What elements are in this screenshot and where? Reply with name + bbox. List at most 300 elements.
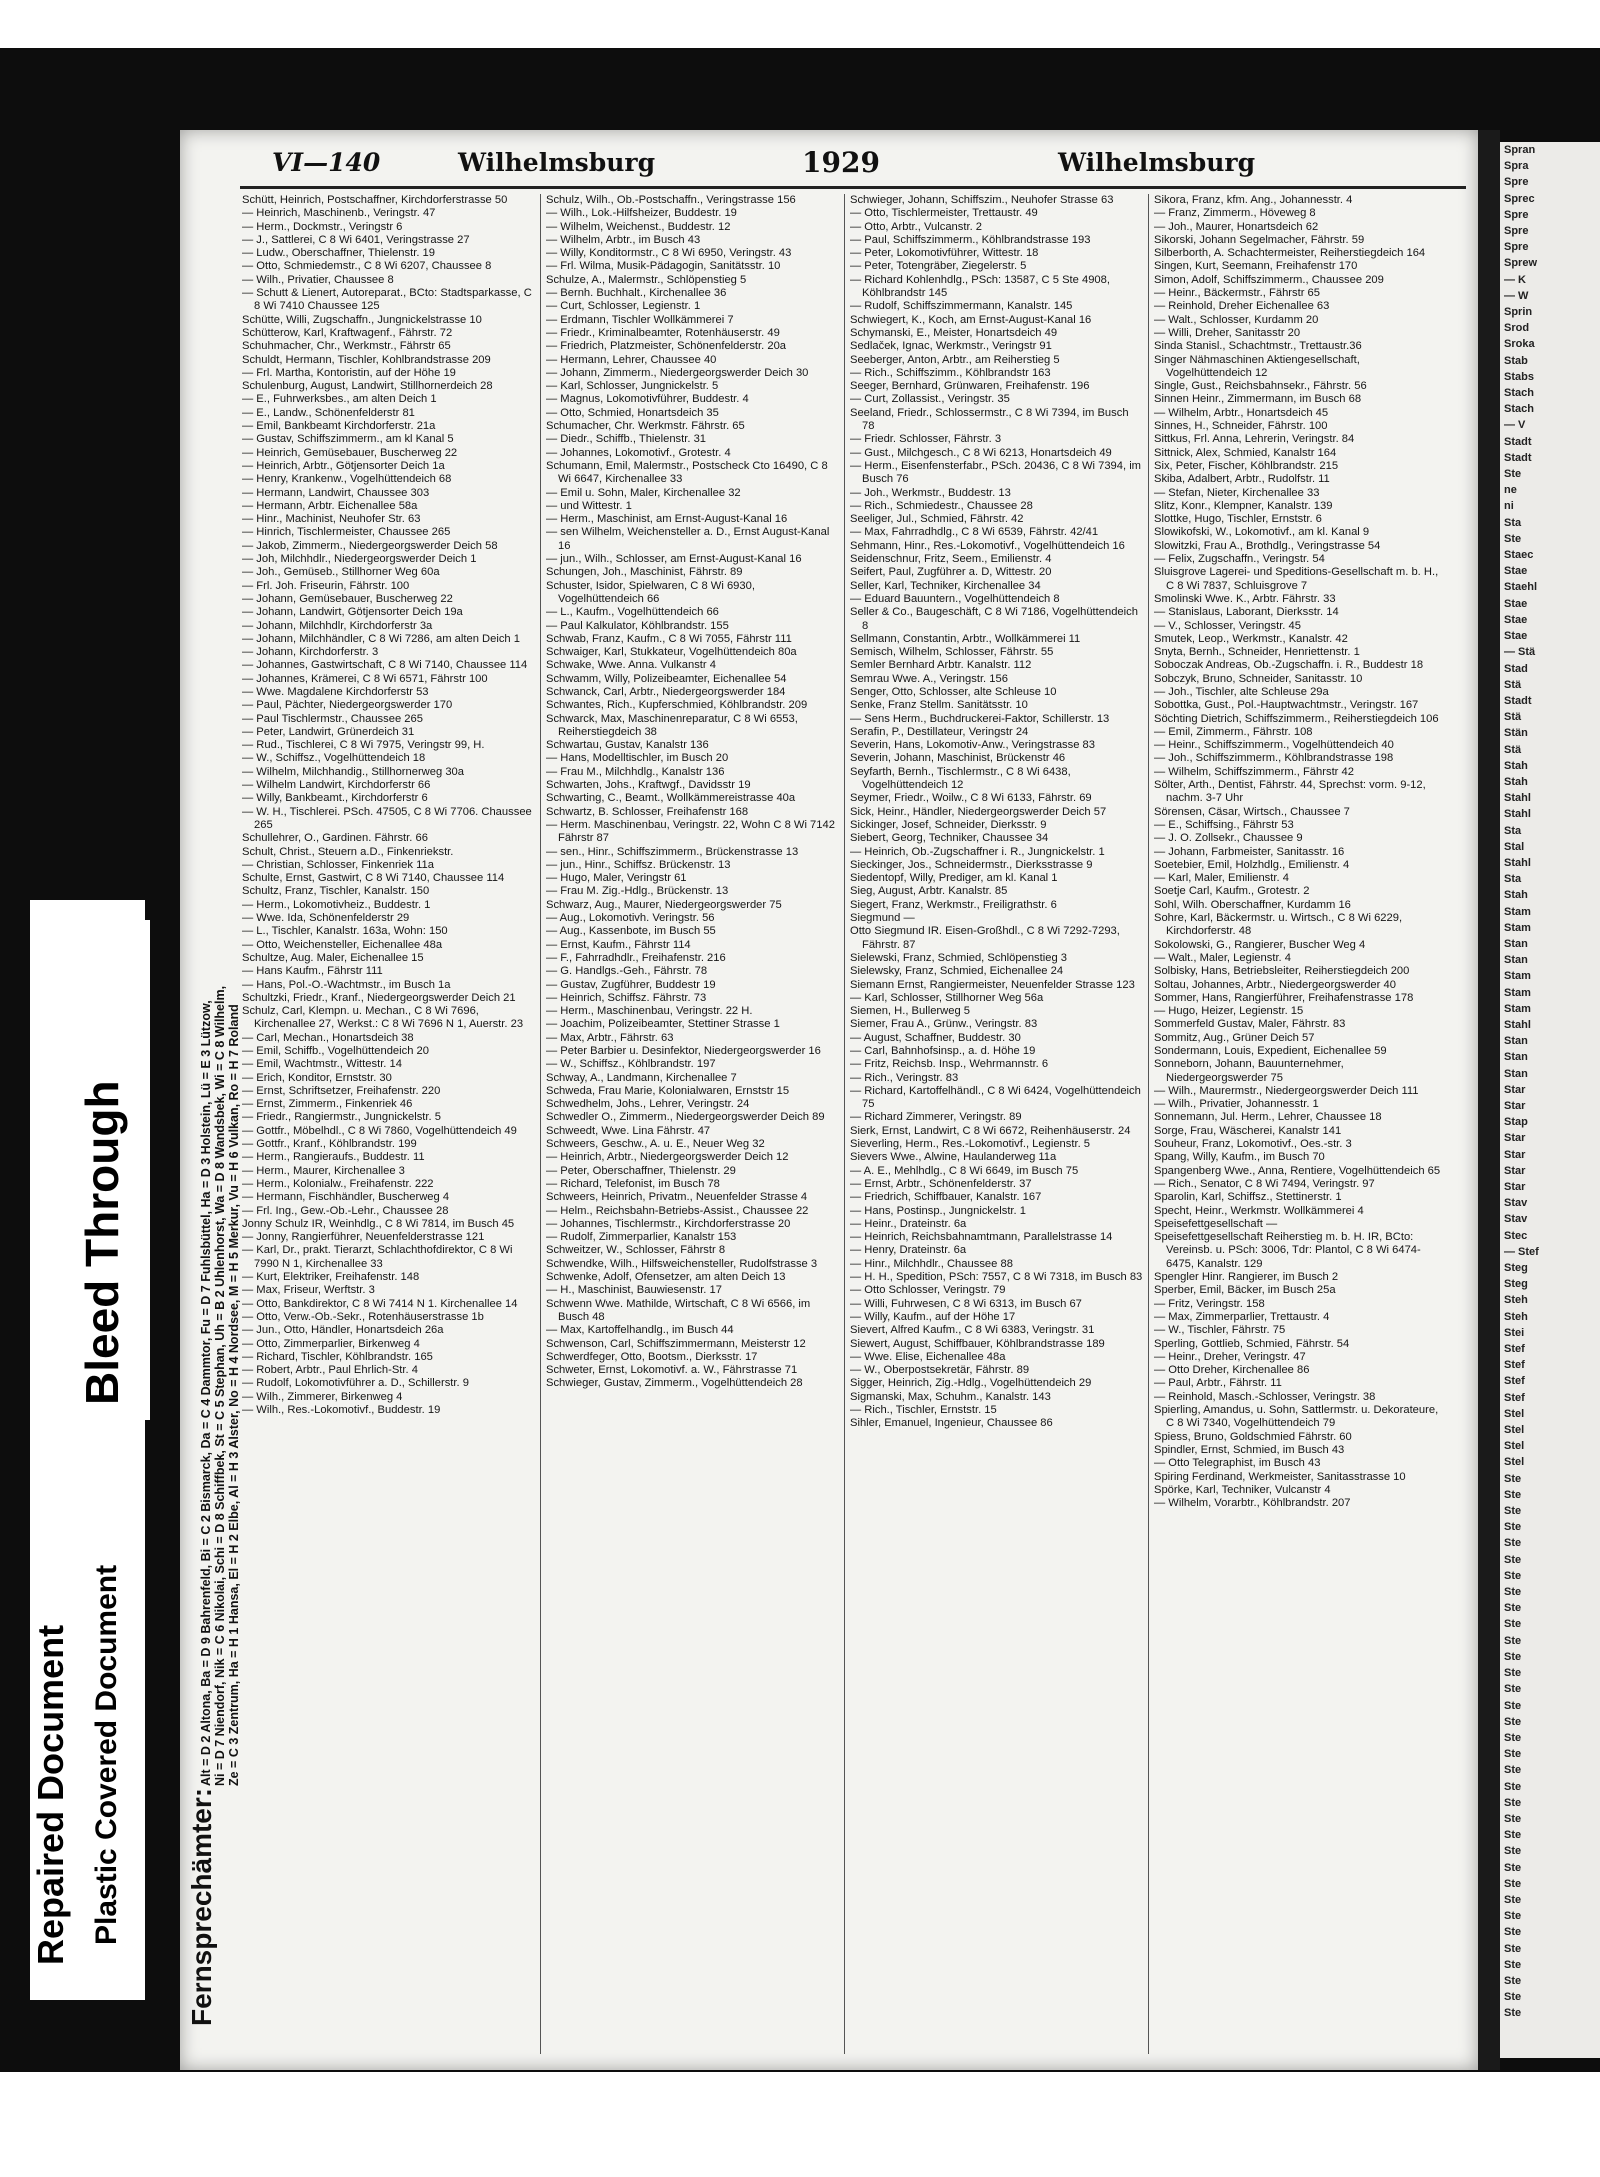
- page-header: [180, 130, 1478, 190]
- directory-entry: Sedlaček, Ignac, Werkmstr., Veringstr 91: [850, 340, 1052, 353]
- directory-entry: — Karl, Schlosser, Stillhorner Weg 56a: [850, 991, 1044, 1004]
- directory-entry: Spiring Ferdinand, Werkmeister, Sanitasstrasse 10: [1154, 1470, 1406, 1483]
- directory-entry: Siemer, Frau A., Grünw., Veringstr. 83: [850, 1018, 1038, 1031]
- directory-entry: — Emil, Zimmerm., Fährstr. 108: [1154, 725, 1313, 738]
- directory-entry: — Herm., Maschinenbau, Veringstr. 22 H.: [546, 1005, 753, 1018]
- directory-entry: Sellmann, Constantin, Arbtr., Wollkämmerei 11: [850, 632, 1081, 645]
- directory-entry: — Rich., Senator, C 8 Wi 7494, Veringstr. 97: [1154, 1177, 1375, 1190]
- adjacent-page-fragment: Stadt: [1504, 694, 1532, 707]
- directory-entry: — Wilh., Maurermstr., Niedergeorgswerder Deich 111: [1154, 1084, 1419, 1097]
- directory-entry: — Aug., Kassenbote, im Busch 55: [546, 925, 716, 938]
- directory-entry: — Rudolf, Lokomotivführer a. D., Schillerstr. 9: [242, 1377, 469, 1390]
- directory-entry: Soetebier, Emil, Holzhdlg., Emilienstr. 4: [1154, 858, 1350, 871]
- directory-entry: — H., Maschinist, Bauwiesenstr. 17: [546, 1284, 722, 1297]
- adjacent-page-fragment: Sprec: [1504, 192, 1535, 205]
- directory-entry: Schwarck, Max, Maschinenreparatur, C 8 Wi 6553, Reiherstiegdeich 38: [546, 712, 798, 738]
- directory-entry: — Curt, Zollassist., Veringstr. 35: [850, 393, 1010, 406]
- directory-entry: Schwartau, Gustav, Kanalstr 136: [546, 739, 709, 752]
- adjacent-page-fragment: Stae: [1504, 565, 1528, 578]
- adjacent-page-fragment: Ste: [1504, 1926, 1522, 1939]
- directory-entry: — Curt, Schlosser, Legienstr. 1: [546, 300, 701, 313]
- adjacent-page-fragment: Star: [1504, 1164, 1526, 1177]
- directory-entry: — Peter Barbier u. Desinfektor, Niedergeorgswerder 16: [546, 1045, 821, 1057]
- exchange-line-1: Alt = D 2 Altona, Ba = D 9 Bahrenfeld, Bi = C 2 Bismarck, Da = C 4 Dammtor, Fu = D 7 Fuhlsbüttel, Ha = D 3 Holstein, Lü = E 3 Lützow,: [199, 1000, 213, 1786]
- directory-entry: Sieckinger, Jos., Schneidermstr., Dierksstrasse 9: [850, 858, 1093, 871]
- directory-entry: Souheur, Franz, Lokomotivf., Oes.-str. 3: [1154, 1138, 1352, 1151]
- directory-entry: Singer Nähmaschinen Aktiengesellschaft, Vogelhüttendeich 12: [1154, 353, 1360, 379]
- directory-entry: — Diedr., Schiffb., Thielenstr. 31: [546, 433, 707, 446]
- directory-entry: — Wilh., Res.-Lokomotivf., Buddestr. 19: [242, 1404, 441, 1417]
- directory-entry: — Fritz, Reichsb. Insp., Wehrmannstr. 6: [850, 1058, 1049, 1071]
- town-heading-left: Wilhelmsburg: [458, 148, 656, 177]
- adjacent-page-edge: [1500, 142, 1600, 2058]
- directory-entry: Speisefettgesellschaft Reiherstieg m. b. H. IR, BCto: Vereinsb. u. PSch: 3006, Tdr: Plantol, C 8 Wi 6474-6475, Kanalstr. 129: [1154, 1231, 1421, 1270]
- directory-entry: — Emil u. Sohn, Maler, Kirchenallee 32: [546, 486, 741, 499]
- directory-entry: — Ernst, Zimmerm., Finkenriek 46: [242, 1098, 413, 1111]
- directory-entry: Schultz, Franz, Tischler, Kanalstr. 150: [242, 885, 430, 898]
- directory-entry: — Richard, Telefonist, im Busch 78: [546, 1177, 720, 1190]
- directory-entry: Otto Siegmund IR. Eisen-Großhdl., C 8 Wi 7292-7293, Fährstr. 87: [850, 925, 1120, 951]
- directory-entry: — Hermann, Fischhändler, Buscherweg 4: [242, 1191, 450, 1204]
- directory-entry: Seeliger, Jul., Schmied, Fährstr. 42: [850, 513, 1024, 526]
- directory-entry: — Eduard Bauuntern., Vogelhüttendeich 8: [850, 592, 1060, 605]
- directory-entry: Sobottka, Gust., Pol.-Hauptwachtmstr., Veringstr. 167: [1154, 699, 1419, 712]
- directory-entry: Sinnes, H., Schneider, Fährstr. 100: [1154, 420, 1328, 433]
- adjacent-page-fragment: Stan: [1504, 1051, 1528, 1064]
- adjacent-page-fragment: Stä: [1504, 678, 1522, 691]
- directory-entry: Schwab, Franz, Kaufm., C 8 Wi 7055, Fährstr 111: [546, 632, 792, 645]
- directory-entry: Schwiegert, K., Koch, am Ernst-August-Kanal 16: [850, 313, 1092, 326]
- adjacent-page-fragment: Ste: [1504, 1893, 1522, 1906]
- adjacent-page-fragment: Steh: [1504, 1310, 1528, 1323]
- directory-entry: — Wilhelm, Arbtr., im Busch 43: [546, 233, 701, 246]
- directory-entry: Solbisky, Hans, Betriebsleiter, Reiherstiegdeich 200: [1154, 965, 1410, 978]
- directory-entry: — L., Kaufm., Vogelhüttendeich 66: [546, 606, 719, 619]
- directory-entry: — Wilh., Zimmerer, Birkenweg 4: [242, 1390, 403, 1403]
- directory-entry: Sobczyk, Bruno, Schneider, Sanitasstr. 10: [1154, 672, 1363, 685]
- directory-entry: Schwake, Wwe. Anna. Vulkanstr 4: [546, 659, 716, 672]
- adjacent-page-fragment: Stav: [1504, 1213, 1528, 1226]
- directory-entry: — Karl, Dr., prakt. Tierarzt, Schlachthofdirektor, C 8 Wi 7990 N 1, Kirchenallee 33: [242, 1244, 513, 1270]
- adjacent-page-fragment: Ste: [1504, 1748, 1522, 1761]
- adjacent-page-fragment: Ste: [1504, 1764, 1522, 1777]
- directory-entry: — Herm., Maurer, Kirchenallee 3: [242, 1164, 405, 1177]
- directory-entry: Smolinski Wwe. K., Arbtr. Fährstr. 33: [1154, 592, 1336, 605]
- directory-entry: Sommitz, Aug., Grüner Deich 57: [1154, 1031, 1315, 1044]
- adjacent-page-fragment: Sta: [1504, 873, 1522, 886]
- adjacent-page-fragment: Ste: [1504, 1910, 1522, 1923]
- directory-entry: Schwartz, B. Schlosser, Freihafenstr 168: [546, 805, 749, 818]
- directory-entry: — Henry, Drateinstr. 6a: [850, 1244, 967, 1257]
- directory-entry: — Hinr., Milchhdlr., Chaussee 88: [850, 1257, 1013, 1270]
- directory-entry: Six, Peter, Fischer, Köhlbrandstr. 215: [1154, 459, 1339, 472]
- directory-entry: — Richard Zimmerer, Veringstr. 89: [850, 1111, 1022, 1124]
- adjacent-page-fragment: — Stef: [1504, 1245, 1539, 1258]
- directory-entry: Siemen, H., Bullerweg 5: [850, 1005, 971, 1018]
- directory-entry: Schwaiger, Karl, Stukkateur, Vogelhüttendeich 80a: [546, 646, 797, 659]
- adjacent-page-fragment: Stahl: [1504, 808, 1531, 821]
- adjacent-page-fragment: Stach: [1504, 387, 1534, 400]
- adjacent-page-fragment: Ste: [1504, 1877, 1522, 1890]
- directory-entry: Senke, Franz Stellm. Sanitätsstr. 10: [850, 699, 1028, 712]
- directory-entry: — Ludw., Oberschaffner, Thielenstr. 19: [242, 247, 435, 260]
- adjacent-page-fragment: Stä: [1504, 711, 1522, 724]
- directory-entry: — Gustav, Zugführer, Buddestr 19: [546, 978, 716, 991]
- directory-entry: Sickinger, Josef, Schneider, Dierksstr. 9: [850, 818, 1047, 831]
- directory-entry: — Emil, Bankbeamt Kirchdorferstr. 21a: [242, 420, 436, 433]
- directory-entry: — August, Schaffner, Buddestr. 30: [850, 1031, 1021, 1044]
- directory-entry: — Heinr., Drateinstr. 6a: [850, 1217, 967, 1230]
- adjacent-page-fragment: Spre: [1504, 208, 1529, 221]
- adjacent-page-fragment: Stef: [1504, 1391, 1525, 1404]
- directory-entry: — Heinrich, Reichsbahnamtmann, Parallelstrasse 14: [850, 1231, 1113, 1244]
- directory-entry: Sikora, Franz, kfm. Ang., Johannesstr. 4: [1154, 194, 1353, 206]
- directory-entry: — Wilhelm, Vorarbtr., Köhlbrandstr. 207: [1154, 1497, 1351, 1510]
- directory-entry: — J. O. Zollsekr., Chaussee 9: [1154, 832, 1303, 845]
- directory-entry: — Friedrich, Schiffbauer, Kanalstr. 167: [850, 1191, 1042, 1204]
- directory-entry: — Joh., Tischler, alte Schleuse 29a: [1154, 685, 1329, 698]
- directory-entry: — sen., Hinr., Schiffszimmerm., Brückenstrasse 13: [546, 845, 799, 858]
- plastic-covered-label: Plastic Covered Document: [90, 1564, 123, 1945]
- directory-entry: Schwantes, Rich., Kupferschmied, Köhlbrandstr. 209: [546, 699, 808, 712]
- directory-entry: — Friedr. Schlosser, Fährstr. 3: [850, 433, 1002, 446]
- adjacent-page-fragment: Stan: [1504, 1067, 1528, 1080]
- directory-entry: — Otto, Schmiedemstr., C 8 Wi 6207, Chaussee 8: [242, 260, 492, 273]
- adjacent-page-fragment: Ste: [1504, 1537, 1522, 1550]
- adjacent-page-fragment: Stap: [1504, 1116, 1528, 1129]
- directory-entry: Speisefettgesellschaft —: [1154, 1217, 1278, 1230]
- directory-entry: — Heinrich, Ob.-Zugschaffner i. R., Jungnickelstr. 1: [850, 845, 1105, 858]
- directory-entry: Schumacher, Chr. Werkmstr. Fährstr. 65: [546, 420, 745, 433]
- directory-entry: — und Wittestr. 1: [546, 499, 632, 512]
- directory-entry: Schwendke, Wilh., Hilfsweichensteller, Rudolfstrasse 3: [546, 1257, 818, 1270]
- directory-entry: Sommerfeld Gustav, Maler, Fährstr. 83: [1154, 1018, 1346, 1031]
- adjacent-page-fragment: Ste: [1504, 1731, 1522, 1744]
- adjacent-page-fragment: Stel: [1504, 1440, 1525, 1453]
- directory-entry: — Erdmann, Tischler Wollkämmerei 7: [546, 313, 734, 326]
- directory-entry: — Rud., Tischlerei, C 8 Wi 7975, Veringstr 99, H.: [242, 739, 485, 752]
- directory-entry: — Johann, Landwirt, Götjensorter Deich 19a: [242, 606, 463, 619]
- adjacent-page-fragment: Ste: [1504, 2007, 1522, 2020]
- directory-entry: — Paul Kalkulator, Köhlbrandstr. 155: [546, 619, 729, 632]
- directory-entry: Sihler, Emanuel, Ingenieur, Chaussee 86: [850, 1417, 1053, 1430]
- directory-entry: — Gust., Milchgesch., C 8 Wi 6213, Honartsdeich 49: [850, 446, 1112, 459]
- directory-entry: — Walt., Maler, Legienstr. 4: [1154, 951, 1291, 964]
- adjacent-page-fragment: Spre: [1504, 241, 1529, 254]
- directory-entry: — Wilh., Privatier, Johannesstr. 1: [1154, 1098, 1319, 1111]
- directory-entry: Schweda, Frau Marie, Kolonialwaren, Ernststr 15: [546, 1084, 790, 1097]
- directory-entry: — Peter, Lokomotivführer, Wittestr. 18: [850, 247, 1039, 260]
- adjacent-page-fragment: Ste: [1504, 1667, 1522, 1680]
- exchange-title: Fernsprechämter:: [186, 1787, 217, 2026]
- directory-entry: — L., Tischler, Kanalstr. 163a, Wohn: 150: [242, 925, 448, 938]
- directory-entry: — Rich., Veringstr. 83: [850, 1071, 959, 1084]
- adjacent-page-fragment: Stah: [1504, 759, 1528, 772]
- town-heading-right: Wilhelmsburg: [1058, 148, 1256, 177]
- directory-entry: Sittkus, Frl. Anna, Lehrerin, Veringstr. 84: [1154, 433, 1355, 446]
- directory-entry: Specht, Heinr., Werkmstr. Wollkämmerei 4: [1154, 1204, 1364, 1217]
- directory-entry: Schulz, Carl, Klempn. u. Mechan., C 8 Wi 7696, Kirchenallee 27, Werkst.: C 8 Wi 7696 N 1, Auerstr. 23: [242, 1005, 524, 1031]
- adjacent-page-fragment: Stae: [1504, 597, 1528, 610]
- directory-entry: — Gustav, Schiffszimmerm., am kl Kanal 5: [242, 433, 454, 446]
- directory-entry: Sigmanski, Max, Schuhm., Kanalstr. 143: [850, 1390, 1051, 1403]
- adjacent-page-fragment: Staec: [1504, 549, 1534, 562]
- directory-entry: Schway, A., Landmann, Kirchenallee 7: [546, 1071, 737, 1084]
- directory-entry: Schweers, Geschw., A. u. E., Neuer Weg 32: [546, 1138, 765, 1151]
- directory-entry: — Ernst, Kaufm., Fährstr 114: [546, 938, 691, 951]
- adjacent-page-fragment: Stam: [1504, 986, 1531, 999]
- adjacent-page-fragment: Stam: [1504, 1002, 1531, 1015]
- directory-entry: — G. Handlgs.-Geh., Fährstr. 78: [546, 965, 708, 978]
- adjacent-page-fragment: Stec: [1504, 1229, 1528, 1242]
- directory-entry: — Johannes, Krämerei, C 8 Wi 6571, Fährstr 100: [242, 672, 488, 685]
- adjacent-page-fragment: Ste: [1504, 1812, 1522, 1825]
- directory-entry: — Gottfr., Möbelhdl., C 8 Wi 7860, Vogelhüttendeich 49: [242, 1124, 517, 1137]
- directory-entry: — Wilhelm, Schiffszimmerm., Fährstr 42: [1154, 765, 1354, 778]
- listing-column-3: [850, 194, 1144, 1431]
- directory-entry: Sittnick, Alex, Schmied, Kanalstr 164: [1154, 446, 1337, 459]
- directory-entry: Sondermann, Louis, Expedient, Eichenallee 59: [1154, 1045, 1387, 1057]
- bottom-white-band: [0, 2072, 1600, 2177]
- adjacent-page-fragment: Ste: [1504, 1569, 1522, 1582]
- directory-entry: Schweedt, Wwe. Lina Fährstr. 47: [546, 1124, 711, 1137]
- directory-entry: — Heinr., Schiffszimmerm., Vogelhüttendeich 40: [1154, 739, 1394, 752]
- directory-entry: Siebert, Georg, Techniker, Chaussee 34: [850, 832, 1049, 845]
- directory-entry: — Otto, Bankdirektor, C 8 Wi 7414 N 1. Kirchenallee 14: [242, 1297, 518, 1310]
- directory-entry: — Max, Friseur, Werftstr. 3: [242, 1284, 375, 1297]
- directory-entry: Seller & Co., Baugeschäft, C 8 Wi 7186, Vogelhüttendeich 8: [850, 606, 1138, 632]
- directory-entry: Serafin, P., Destillateur, Veringstr 24: [850, 725, 1029, 738]
- directory-entry: Slottke, Hugo, Tischler, Ernststr. 6: [1154, 513, 1322, 526]
- directory-entry: Seifert, Paul, Zugführer a. D, Wittestr. 20: [850, 566, 1052, 579]
- directory-entry: Sigger, Heinrich, Zig.-Hdlg., Vogelhüttendeich 29: [850, 1377, 1092, 1390]
- directory-entry: Singen, Kurt, Seemann, Freihafenstr 170: [1154, 260, 1358, 273]
- directory-entry: — Wwe. Magdalene Kirchdorferstr 53: [242, 685, 429, 698]
- directory-entry: Schuldt, Hermann, Tischler, Kohlbrandstrasse 209: [242, 353, 491, 366]
- adjacent-page-fragment: Ste: [1504, 1942, 1522, 1955]
- year-heading: 1929: [802, 146, 880, 179]
- directory-entry: — Otto Schlosser, Veringstr. 79: [850, 1284, 1006, 1297]
- directory-entry: — Otto, Arbtr., Vulcanstr. 2: [850, 220, 983, 233]
- header-rule: [240, 186, 1466, 189]
- directory-entry: Schütterow, Karl, Kraftwagenf., Fährstr. 72: [242, 326, 453, 339]
- directory-entry: — H. H., Spedition, PSch: 7557, C 8 Wi 7318, im Busch 83: [850, 1271, 1143, 1284]
- directory-entry: — Heinrich, Gemüsebauer, Buscherweg 22: [242, 446, 458, 459]
- adjacent-page-fragment: Stal: [1504, 840, 1525, 853]
- directory-entry: — Wwe. Ida, Schönenfelderstr 29: [242, 912, 410, 925]
- adjacent-page-fragment: Ste: [1504, 1602, 1522, 1615]
- directory-entry: — Willi, Dreher, Sanitasstr 20: [1154, 326, 1301, 339]
- adjacent-page-fragment: Ste: [1504, 1505, 1522, 1518]
- adjacent-page-fragment: Stahl: [1504, 856, 1531, 869]
- directory-entry: — Sens Herm., Buchdruckerei-Faktor, Schillerstr. 13: [850, 712, 1110, 725]
- directory-entry: Slowitzki, Frau A., Brothdlg., Veringstrasse 54: [1154, 539, 1381, 552]
- directory-entry: Seeberger, Anton, Arbtr., am Reiherstieg 5: [850, 353, 1060, 366]
- directory-entry: Sieverling, Herm., Res.-Lokomotivf., Legienstr. 5: [850, 1138, 1091, 1151]
- directory-entry: — Richard Kohlenhdlg., PSch: 13587, C 5 Ste 4908, Köhlbrandstr 145: [850, 273, 1110, 300]
- directory-entry: Schwieger, Johann, Schiffszim., Neuhofer Strasse 63: [850, 194, 1114, 206]
- directory-entry: — Frau M. Zig.-Hdlg., Brückenstr. 13: [546, 885, 729, 898]
- directory-entry: Sölter, Arth., Dentist, Fährstr. 44, Sprechst: vorm. 9-12, nachm. 3-7 Uhr: [1154, 779, 1426, 805]
- adjacent-page-fragment: Ste: [1504, 532, 1522, 545]
- directory-entry: Schulte, Ernst, Gastwirt, C 8 Wi 7140, Chaussee 114: [242, 872, 505, 885]
- adjacent-page-fragment: Stei: [1504, 1326, 1525, 1339]
- directory-entry: Siewert, August, Schiffbauer, Köhlbrandstrasse 189: [850, 1337, 1105, 1350]
- directory-entry: — Joh, Milchhdlr., Niedergeorgswerder Deich 1: [242, 553, 477, 566]
- directory-entry: — Hermann, Lehrer, Chaussee 40: [546, 353, 717, 366]
- directory-entry: Smutek, Leop., Werkmstr., Kanalstr. 42: [1154, 632, 1348, 645]
- directory-entry: — Robert, Arbtr., Paul Ehrlich-Str. 4: [242, 1364, 418, 1377]
- directory-entry: Seeland, Friedr., Schlossermstr., C 8 Wi 7394, im Busch 78: [850, 406, 1129, 433]
- adjacent-page-fragment: Stä: [1504, 743, 1522, 756]
- adjacent-page-fragment: Stah: [1504, 775, 1528, 788]
- directory-entry: Schulz, Wilh., Ob.-Postschaffn., Veringstrasse 156: [546, 194, 796, 206]
- adjacent-page-fragment: Stae: [1504, 613, 1528, 626]
- directory-entry: — Max, Arbtr., Fährstr. 63: [546, 1031, 674, 1044]
- directory-entry: — Frl. Joh. Friseurin, Fährstr. 100: [242, 579, 410, 592]
- adjacent-page-fragment: Ste: [1504, 1586, 1522, 1599]
- directory-entry: Sperber, Emil, Bäcker, im Busch 25a: [1154, 1284, 1336, 1297]
- directory-entry: Spierling, Amandus, u. Sohn, Sattlermstr. u. Dekorateure, C 8 Wi 7340, Vogelhüttendeich 79: [1154, 1404, 1439, 1430]
- directory-entry: — E., Landw., Schönenfelderstr 81: [242, 406, 415, 419]
- directory-entry: Sielewsky, Franz, Schmied, Eichenallee 24: [850, 965, 1064, 978]
- directory-entry: — Hinrich, Tischlermeister, Chaussee 265: [242, 526, 451, 539]
- directory-entry: — Willi, Fuhrwesen, C 8 Wi 6313, im Busch 67: [850, 1297, 1082, 1310]
- directory-entry: Spindler, Ernst, Schmied, im Busch 43: [1154, 1443, 1345, 1456]
- adjacent-page-fragment: Sprew: [1504, 257, 1538, 270]
- adjacent-page-fragment: Ste: [1504, 468, 1522, 481]
- adjacent-page-fragment: Stan: [1504, 937, 1528, 950]
- directory-entry: — Helm., Reichsbahn-Betriebs-Assist., Chaussee 22: [546, 1204, 809, 1217]
- directory-entry: — Friedr., Rangiermstr., Jungnickelstr. 5: [242, 1111, 441, 1124]
- adjacent-page-fragment: Stadt: [1504, 451, 1532, 464]
- directory-entry: — Johannes, Gastwirtschaft, C 8 Wi 7140, Chaussee 114: [242, 659, 528, 672]
- directory-entry: Schultze, Aug. Maler, Eichenallee 15: [242, 951, 424, 964]
- directory-entry: — Joh., Werkmstr., Buddestr. 13: [850, 486, 1011, 499]
- adjacent-page-fragment: Sroka: [1504, 338, 1535, 351]
- adjacent-page-fragment: Steg: [1504, 1278, 1528, 1291]
- adjacent-page-fragment: Stän: [1504, 727, 1528, 740]
- directory-entry: Siegert, Franz, Werkmstr., Freiligrathstr. 6: [850, 898, 1057, 911]
- directory-entry: — Hans, Postinsp., Jungnickelstr. 1: [850, 1204, 1026, 1217]
- directory-entry: Seymer, Friedr., Woilw., C 8 Wi 6133, Fährstr. 69: [850, 792, 1092, 805]
- directory-entry: — W., Schiffsz., Vogelhüttendeich 18: [242, 752, 426, 765]
- adjacent-page-fragment: Stabs: [1504, 370, 1534, 383]
- directory-entry: Schwedler O., Zimmerm., Niedergeorgswerder Deich 89: [546, 1111, 825, 1124]
- directory-entry: Simon, Adolf, Schiffszimmerm., Chaussee 209: [1154, 273, 1384, 286]
- directory-entry: — Heinrich, Arbtr., Götjensorter Deich 1a: [242, 459, 445, 472]
- directory-entry: Schullehrer, O., Gardinen. Fährstr. 66: [242, 832, 428, 845]
- directory-entry: Snyta, Bernh., Schneider, Henriettenstr. 1: [1154, 646, 1360, 659]
- directory-entry: — Johannes, Tischlermstr., Kirchdorferstrasse 20: [546, 1217, 791, 1230]
- directory-entry: Sinnen Heinr., Zimmermann, im Busch 68: [1154, 393, 1362, 406]
- directory-entry: Schultzki, Friedr., Kranf., Niedergeorgswerder Deich 21: [242, 991, 516, 1004]
- directory-entry: — jun., Wilh., Schlosser, am Ernst-August-Kanal 16: [546, 553, 802, 566]
- directory-entry: — Reinhold, Masch.-Schlosser, Veringstr. 38: [1154, 1390, 1376, 1403]
- directory-entry: — Joh., Schiffszimmerm., Köhlbrandstrasse 198: [1154, 752, 1394, 765]
- directory-entry: Sommer, Hans, Rangierführer, Freihafenstrasse 178: [1154, 991, 1414, 1004]
- directory-entry: — A. E., Mehlhdlg., C 8 Wi 6649, im Busch 75: [850, 1164, 1079, 1177]
- exchange-line-2: Ni = D 7 Niendorf, Nik = C 6 Nikolai, Schi = D 8 Schiffbek, St = C 5 Stephan, Uh = B 2 Uhlenhorst, Wa = D 8 Wandsbek, Wi = C 8 Wilhelm,: [213, 985, 227, 1786]
- directory-entry: Spang, Willy, Kaufm., im Busch 70: [1154, 1151, 1325, 1164]
- directory-entry: Schulenburg, August, Landwirt, Stillhornerdeich 28: [242, 380, 493, 393]
- directory-entry: — Herm., Eisenfensterfabr., PSch. 20436, C 8 Wi 7394, im Busch 76: [850, 459, 1141, 486]
- directory-entry: — Wwe. Elise, Eichenallee 48a: [850, 1350, 1006, 1363]
- adjacent-page-fragment: Star: [1504, 1083, 1526, 1096]
- directory-entry: — V., Schlosser, Veringstr. 45: [1154, 619, 1301, 632]
- directory-entry: Spangenberg Wwe., Anna, Rentiere, Vogelhüttendeich 65: [1154, 1164, 1441, 1177]
- directory-entry: — Hugo, Maler, Veringstr 61: [546, 872, 687, 885]
- adjacent-page-fragment: Sta: [1504, 824, 1522, 837]
- directory-entry: Schwenn Wwe. Mathilde, Wirtschaft, C 8 Wi 6566, im Busch 48: [546, 1297, 811, 1323]
- adjacent-page-fragment: Ste: [1504, 1829, 1522, 1842]
- directory-entry: — J., Sattlerei, C 8 Wi 6401, Veringstrasse 27: [242, 233, 470, 246]
- directory-entry: Spiess, Bruno, Goldschmied Fährstr. 60: [1154, 1430, 1352, 1443]
- directory-entry: — Jun., Otto, Händler, Honartsdeich 26a: [242, 1324, 444, 1337]
- directory-entry: — Johann, Kirchdorferstr. 3: [242, 646, 379, 659]
- adjacent-page-fragment: Ste: [1504, 1861, 1522, 1874]
- directory-entry: Schumann, Emil, Malermstr., Postscheck Cto 16490, C 8 Wi 6647, Kirchenallee 33: [546, 459, 828, 486]
- directory-entry: — Henry, Krankenw., Vogelhüttendeich 68: [242, 473, 452, 486]
- adjacent-page-fragment: Stel: [1504, 1424, 1525, 1437]
- directory-entry: — Johannes, Lokomotivf., Grotestr. 4: [546, 446, 731, 459]
- directory-entry: Sparolin, Karl, Schiffsz., Stettinerstr. 1: [1154, 1191, 1342, 1204]
- directory-entry: — Karl, Maler, Emilienstr. 4: [1154, 872, 1289, 885]
- adjacent-page-fragment: Ste: [1504, 1715, 1522, 1728]
- directory-entry: Soetje Carl, Kaufm., Grotestr. 2: [1154, 885, 1310, 898]
- adjacent-page-fragment: Stam: [1504, 905, 1531, 918]
- directory-entry: Schwarz, Aug., Maurer, Niedergeorgswerder 75: [546, 898, 782, 911]
- directory-entry: — Hermann, Arbtr. Eichenallee 58a: [242, 499, 418, 512]
- directory-entry: Schütte, Willi, Zugschaffn., Jungnickelstrasse 10: [242, 313, 482, 326]
- adjacent-page-fragment: Stahl: [1504, 1018, 1531, 1031]
- bleed-through-label: Bleed Through: [76, 1080, 128, 1405]
- directory-entry: — Wilhelm Landwirt, Kirchdorferstr 66: [242, 779, 431, 792]
- directory-entry: — Wilhelm, Weichenst., Buddestr. 12: [546, 220, 731, 233]
- directory-entry: Schütt, Heinrich, Postschaffner, Kirchdorferstrasse 50: [242, 194, 508, 206]
- directory-entry: Sehmann, Hinr., Res.-Lokomotivf., Vogelhüttendeich 16: [850, 539, 1125, 552]
- directory-entry: Jonny Schulz IR, Weinhdlg., C 8 Wi 7814, im Busch 45: [242, 1217, 515, 1230]
- adjacent-page-fragment: Steg: [1504, 1262, 1528, 1275]
- directory-entry: Slitz, Konr., Klempner, Kanalstr. 139: [1154, 499, 1333, 512]
- directory-entry: — F., Fahrradhdlr., Freihafenstr. 216: [546, 951, 726, 964]
- adjacent-page-fragment: Stan: [1504, 954, 1528, 967]
- directory-entry: — Otto Telegraphist, im Busch 43: [1154, 1457, 1321, 1470]
- adjacent-page-fragment: ni: [1504, 500, 1514, 513]
- directory-entry: — Willy, Bankbeamt., Kirchdorferstr 6: [242, 792, 428, 805]
- directory-entry: Schwieger, Gustav, Zimmerm., Vogelhüttendeich 28: [546, 1377, 803, 1390]
- adjacent-page-fragment: Star: [1504, 1132, 1526, 1145]
- directory-entry: — Paul, Arbtr., Fährstr. 11: [1154, 1377, 1282, 1390]
- adjacent-page-fragment: Ste: [1504, 1958, 1522, 1971]
- directory-entry: — Reinhold, Dreher Eichenallee 63: [1154, 300, 1330, 313]
- adjacent-page-fragment: — V: [1504, 419, 1526, 432]
- directory-entry: — W., Tischler, Fährstr. 75: [1154, 1324, 1286, 1337]
- directory-entry: — Johann, Farbmeister, Sanitasstr. 16: [1154, 845, 1345, 858]
- directory-entry: Soltau, Johannes, Arbtr., Niedergeorgswerder 40: [1154, 978, 1396, 991]
- directory-entry: Schymanski, E., Meister, Honartsdeich 49: [850, 326, 1058, 339]
- directory-entry: — Wilhelm, Arbtr., Honartsdeich 45: [1154, 406, 1329, 419]
- listing-column-4: [1154, 194, 1448, 1510]
- directory-entry: — Joh., Maurer, Honartsdeich 62: [1154, 220, 1319, 233]
- directory-entry: Sonneborn, Johann, Bauunternehmer, Niedergeorgswerder 75: [1154, 1058, 1344, 1084]
- directory-entry: — Hans Kaufm., Fährstr 111: [242, 965, 383, 978]
- directory-entry: Sick, Heinr., Händler, Niedergeorgswerder Deich 57: [850, 805, 1107, 818]
- directory-entry: — jun., Hinr., Schiffsz. Brückenstr. 13: [546, 858, 731, 871]
- directory-entry: Sieg, August, Arbtr. Kanalstr. 85: [850, 885, 1008, 898]
- directory-entry: — Bernh. Buchhalt., Kirchenallee 36: [546, 287, 727, 300]
- column-divider: [1148, 194, 1149, 2054]
